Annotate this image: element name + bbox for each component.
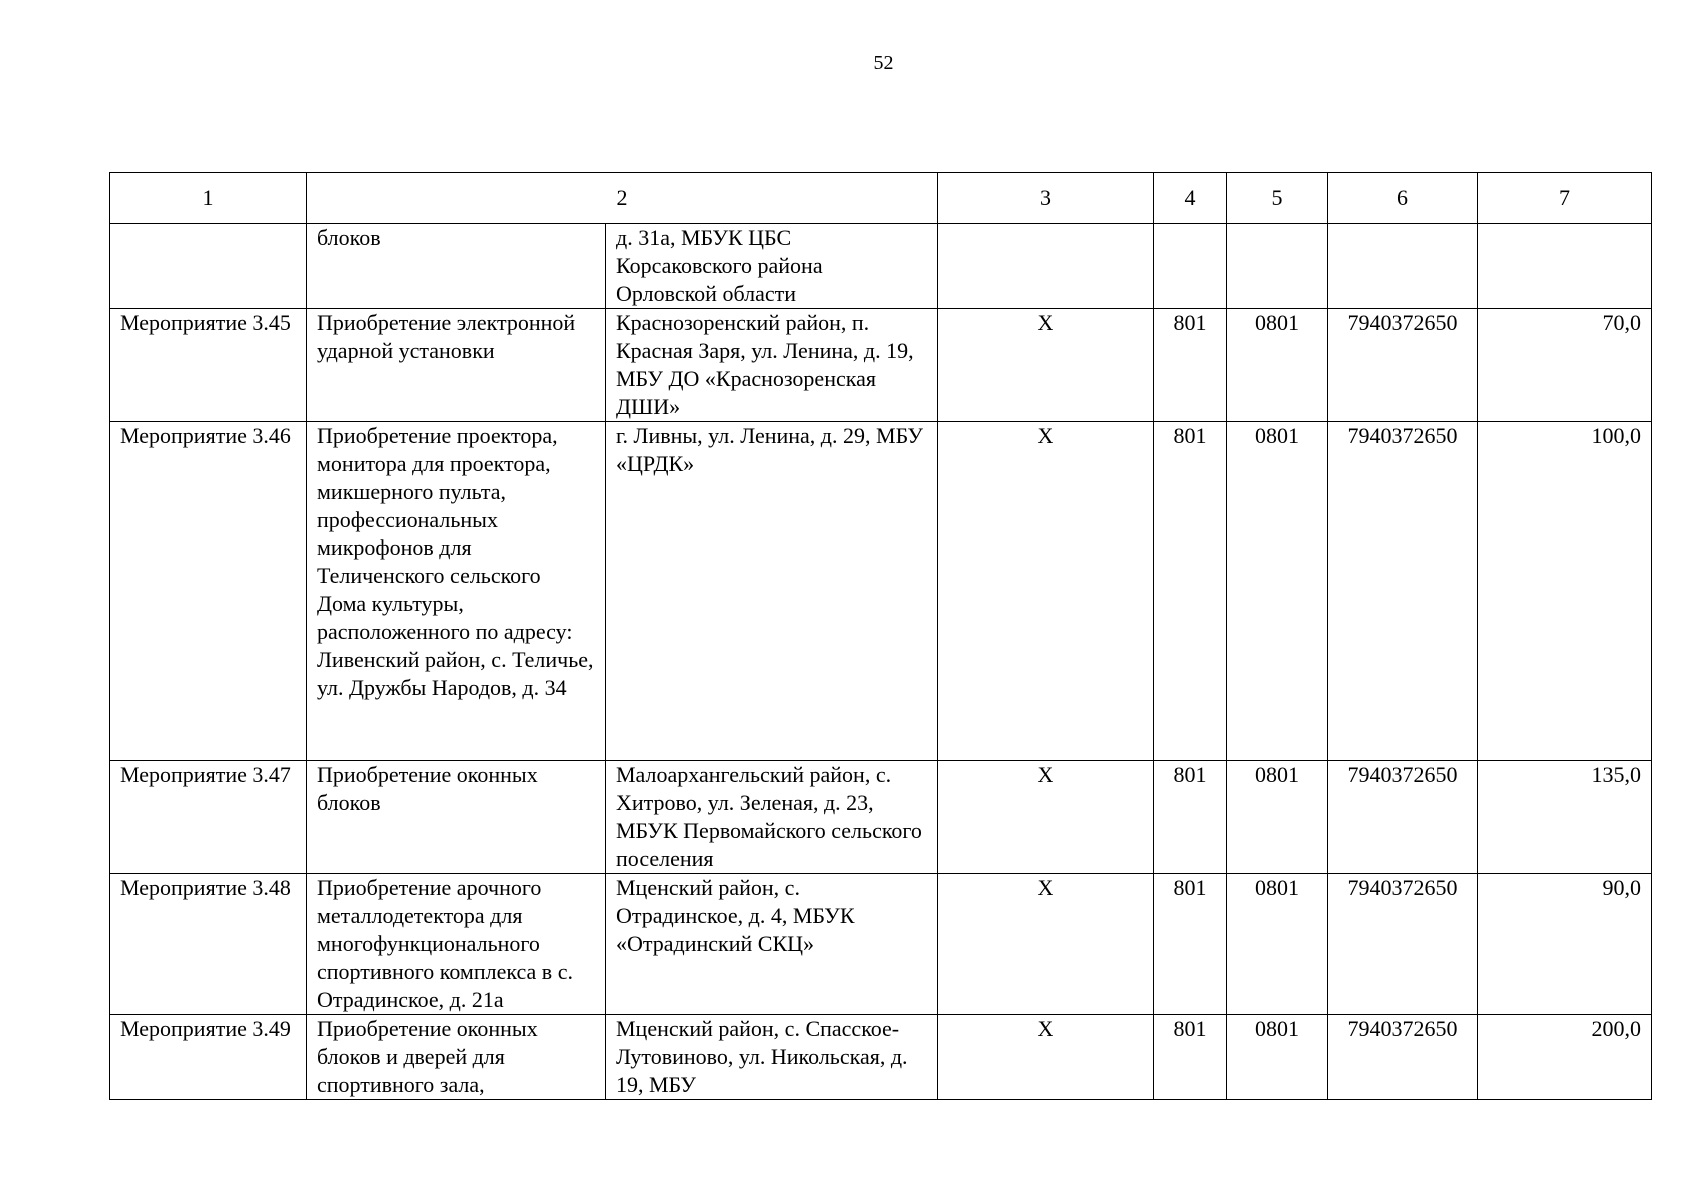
col3-cell <box>938 224 1154 309</box>
col5-cell: 0801 <box>1227 761 1328 874</box>
col4-cell: 801 <box>1154 1015 1227 1100</box>
event-description-cell: Приобретение оконных блоков и дверей для спортивного зала, <box>307 1015 606 1100</box>
col7-cell: 100,0 <box>1478 422 1652 761</box>
table-row <box>110 422 1652 761</box>
col4-cell: 801 <box>1154 874 1227 1015</box>
event-description-cell: Приобретение электронной ударной установки <box>307 309 606 422</box>
event-description-cell: Приобретение проектора, монитора для проектора, микшерного пульта, профессиональных микрофонов для Теличенского сельского Дома культуры, расположенного по адресу: Ливенский район, с. Теличье, ул. Дружбы Народов, д. 34 <box>307 422 606 761</box>
col6-cell <box>1328 224 1478 309</box>
col4-cell: 801 <box>1154 309 1227 422</box>
event-address-cell: Мценский район, с. Спасское-Лутовиново, ул. Никольская, д. 19, МБУ <box>606 1015 938 1100</box>
event-address-cell: г. Ливны, ул. Ленина, д. 29, МБУ «ЦРДК» <box>606 422 938 761</box>
col6-cell: 7940372650 <box>1328 874 1478 1015</box>
event-address-cell: Мценский район, с. Отрадинское, д. 4, МБУК «Отрадинский СКЦ» <box>606 874 938 1015</box>
header-cell-5: 5 <box>1227 173 1328 224</box>
event-description-cell: блоков <box>307 224 606 309</box>
event-description-cell: Приобретение арочного металлодетектора для многофункционального спортивного комплекса в с. Отрадинское, д. 21а <box>307 874 606 1015</box>
header-cell-6: 6 <box>1328 173 1478 224</box>
event-number-cell: Мероприятие 3.45 <box>110 309 307 422</box>
col3-cell: Х <box>938 1015 1154 1100</box>
col7-cell <box>1478 224 1652 309</box>
col3-cell: Х <box>938 761 1154 874</box>
col6-cell: 7940372650 <box>1328 1015 1478 1100</box>
table-header-row <box>110 173 1652 224</box>
col5-cell: 0801 <box>1227 1015 1328 1100</box>
table-row <box>110 761 1652 874</box>
col3-cell: Х <box>938 874 1154 1015</box>
col3-cell: Х <box>938 422 1154 761</box>
col6-cell: 7940372650 <box>1328 309 1478 422</box>
col7-cell: 70,0 <box>1478 309 1652 422</box>
table-row <box>110 309 1652 422</box>
table-row <box>110 1015 1652 1100</box>
header-cell-1: 1 <box>110 173 307 224</box>
col3-cell: Х <box>938 309 1154 422</box>
event-number-cell: Мероприятие 3.49 <box>110 1015 307 1100</box>
col6-cell: 7940372650 <box>1328 422 1478 761</box>
col5-cell: 0801 <box>1227 422 1328 761</box>
header-cell-3: 3 <box>938 173 1154 224</box>
event-number-cell <box>110 224 307 309</box>
col5-cell: 0801 <box>1227 874 1328 1015</box>
event-number-cell: Мероприятие 3.47 <box>110 761 307 874</box>
budget-table <box>109 172 1652 1100</box>
event-address-cell: Краснозоренский район, п. Красная Заря, ул. Ленина, д. 19, МБУ ДО «Краснозоренская ДШИ» <box>606 309 938 422</box>
event-description-cell: Приобретение оконных блоков <box>307 761 606 874</box>
header-cell-4: 4 <box>1154 173 1227 224</box>
header-cell-7: 7 <box>1478 173 1652 224</box>
event-address-cell: д. 31а, МБУК ЦБС Корсаковского района Орловской области <box>606 224 938 309</box>
col7-cell: 200,0 <box>1478 1015 1652 1100</box>
col4-cell: 801 <box>1154 422 1227 761</box>
event-number-cell: Мероприятие 3.48 <box>110 874 307 1015</box>
col6-cell: 7940372650 <box>1328 761 1478 874</box>
header-cell-2: 2 <box>307 173 938 224</box>
event-address-cell: Малоархангельский район, с. Хитрово, ул. Зеленая, д. 23, МБУК Первомайского сельского поселения <box>606 761 938 874</box>
table-row <box>110 224 1652 309</box>
col5-cell <box>1227 224 1328 309</box>
col4-cell <box>1154 224 1227 309</box>
col7-cell: 90,0 <box>1478 874 1652 1015</box>
col7-cell: 135,0 <box>1478 761 1652 874</box>
event-number-cell: Мероприятие 3.46 <box>110 422 307 761</box>
table-row <box>110 874 1652 1015</box>
col4-cell: 801 <box>1154 761 1227 874</box>
col5-cell: 0801 <box>1227 309 1328 422</box>
page-number: 52 <box>873 52 894 74</box>
